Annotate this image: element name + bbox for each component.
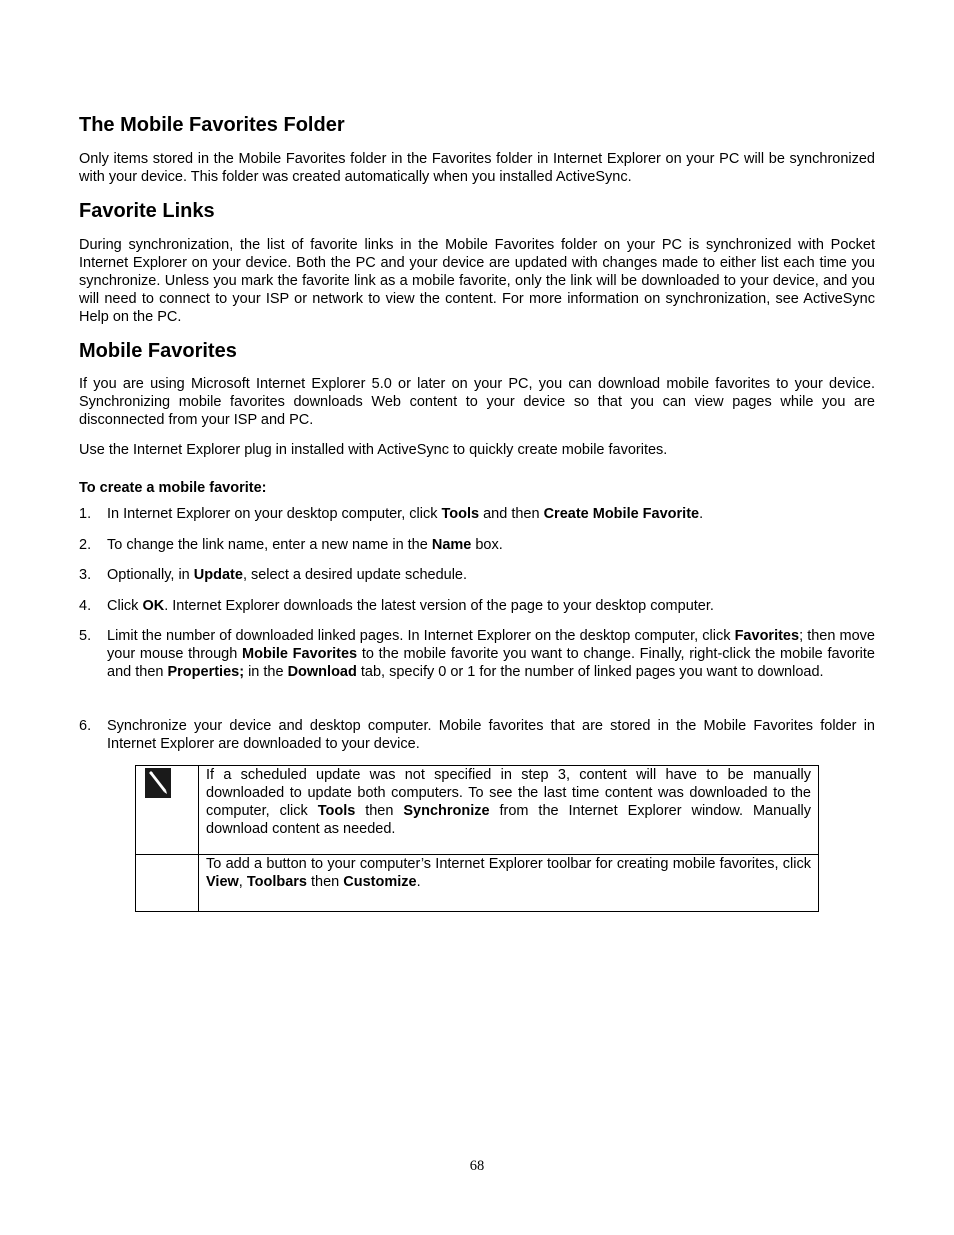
- step-number: 2.: [79, 537, 92, 553]
- procedure-title: To create a mobile favorite:: [79, 480, 267, 496]
- heading-favorite-links: Favorite Links: [79, 200, 215, 222]
- step-number: 6.: [79, 718, 92, 734]
- paragraph-mobile-favorites-1: If you are using Microsoft Internet Explorer 5.0 or later on your PC, you can download mobile favorites to your device. Synchronizing mobile favorites downloads Web content to your device so that you can view pages while you are disconnected from your ISP and PC.: [79, 376, 875, 428]
- note-row-1: [136, 766, 819, 855]
- step-number: 4.: [79, 598, 92, 614]
- step-number: 3.: [79, 567, 92, 583]
- step-text: To change the link name, enter a new name in the Name box.: [107, 537, 503, 553]
- pen-note-icon: [145, 768, 171, 798]
- paragraph-mobile-favorites-2: Use the Internet Explorer plug in installed with ActiveSync to quickly create mobile favorites.: [79, 442, 668, 458]
- heading-mobile-favorites-folder: The Mobile Favorites Folder: [79, 114, 345, 136]
- step-text: Click OK. Internet Explorer downloads the latest version of the page to your desktop computer.: [107, 598, 714, 614]
- paragraph-favorite-links: During synchronization, the list of favorite links in the Mobile Favorites folder on your PC is synchronized with Pocket Internet Explorer on your device. Both the PC and your device are updated with changes made to either list each time you synchronize. Unless you mark the favorite link as a mobile favorite, only the link will be downloaded to your device, and you will need to connect to your ISP or network to view the content. For more information on synchronization, see ActiveSync Help on the PC.: [79, 237, 875, 325]
- step-text: In Internet Explorer on your desktop computer, click Tools and then Create Mobile Favorite.: [107, 506, 704, 522]
- step-text: Optionally, in Update, select a desired update schedule.: [107, 567, 468, 583]
- notes-table: [135, 765, 819, 912]
- note-icon-cell-empty: [136, 855, 199, 912]
- step-number: 1.: [79, 506, 92, 522]
- heading-mobile-favorites: Mobile Favorites: [79, 340, 237, 362]
- step-text: Synchronize your device and desktop computer. Mobile favorites that are stored in the Mobile Favorites folder in Internet Explorer are downloaded to your device.: [107, 718, 875, 752]
- note-text-2: To add a button to your computer’s Internet Explorer toolbar for creating mobile favorites, click View, Toolbars then Customize.: [199, 855, 819, 912]
- page-number: 68: [469, 1158, 485, 1174]
- note-row-2: [136, 855, 819, 912]
- step-number: 5.: [79, 628, 92, 644]
- step-text: Limit the number of downloaded linked pages. In Internet Explorer on the desktop computer, click Favorites; then move your mouse through Mobile Favorites to the mobile favorite you want to change. Finally, right-click the mobile favorite and then Properties; in the Download tab, specify 0 or 1 for the number of linked pages you want to download.: [107, 628, 875, 680]
- note-icon-cell: [136, 766, 199, 855]
- paragraph-folder: Only items stored in the Mobile Favorites folder in the Favorites folder in Internet Explorer on your PC will be synchronized with your device. This folder was created automatically when you installed ActiveSync.: [79, 151, 875, 185]
- note-text-1: If a scheduled update was not specified in step 3, content will have to be manually downloaded to update both computers. To see the last time content was downloaded to the computer, click Tools then Synchronize from the Internet Explorer window. Manually download content as needed.: [199, 766, 819, 855]
